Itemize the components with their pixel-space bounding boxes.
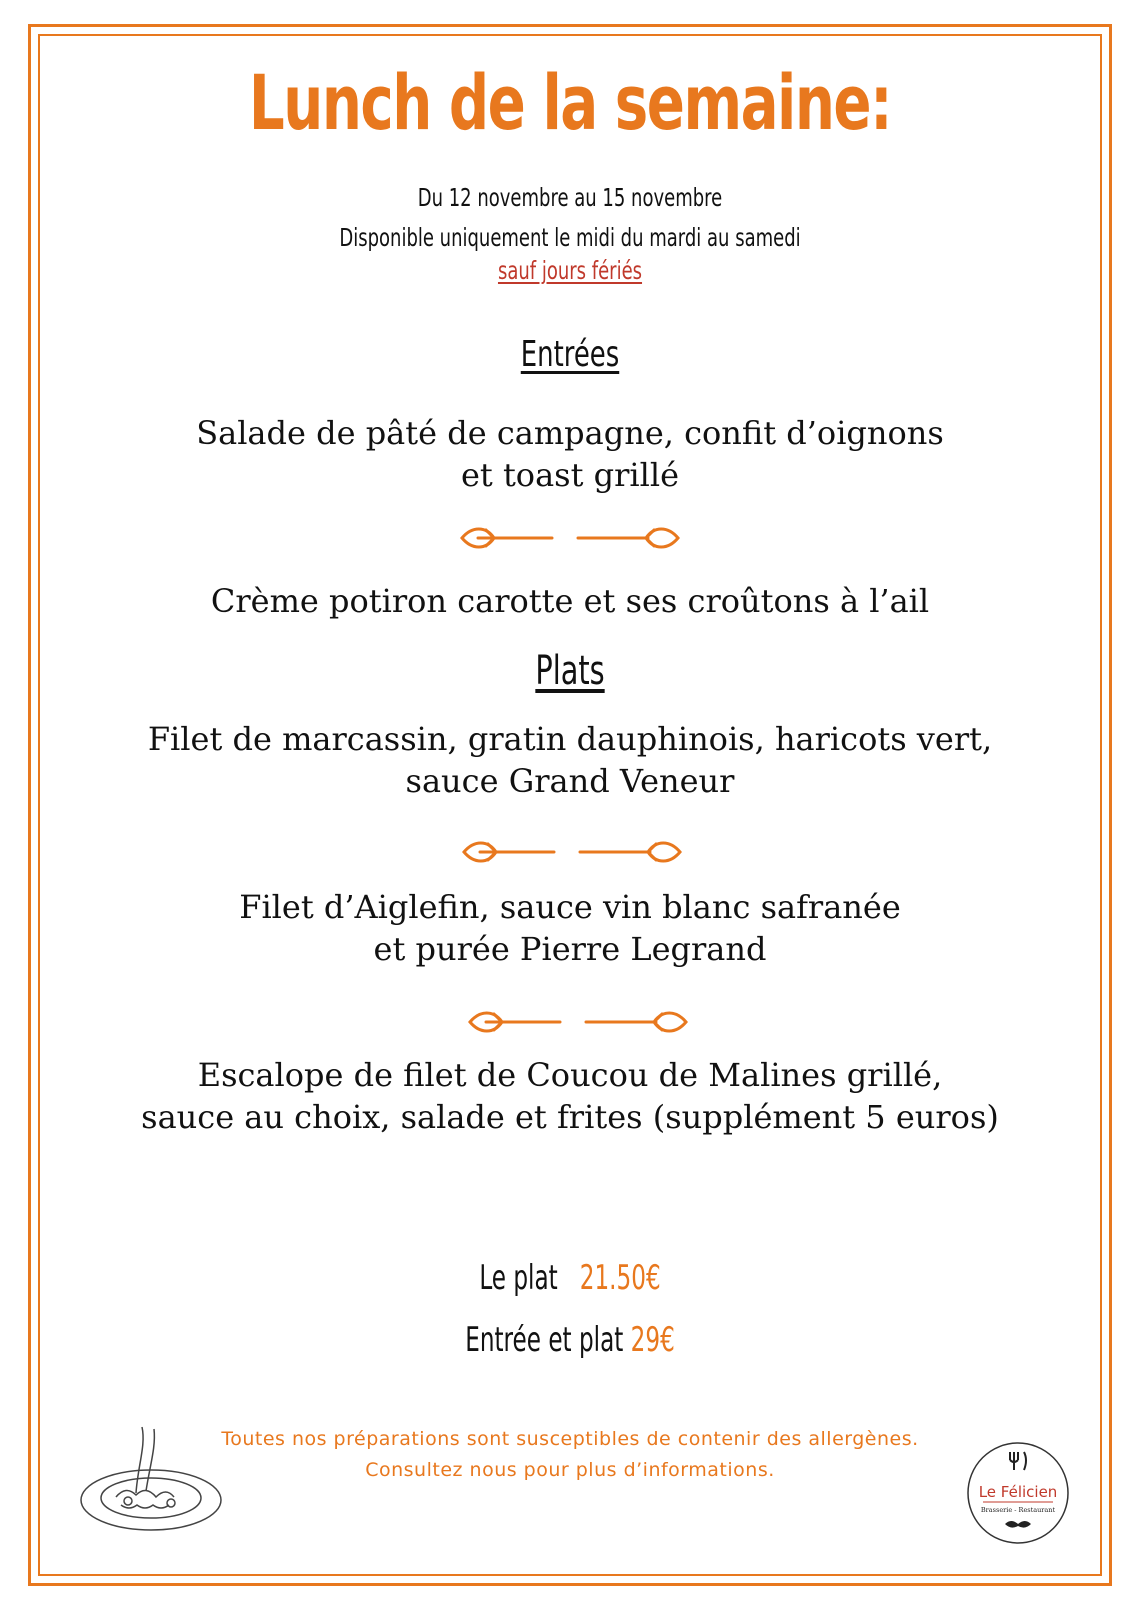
allergen-note — [170, 1424, 970, 1486]
menu-dates: Du 12 novembre au 15 novembre — [417, 183, 723, 212]
leaf-divider-2 — [0, 832, 1140, 872]
dish-plat-3-line2: sauce au choix, salade et frites (supplément 5 euros) — [141, 1098, 999, 1136]
price-plat-label: Le plat — [479, 1258, 558, 1298]
le-felicien-logo — [965, 1440, 1071, 1546]
logo-name: Le Félicien — [978, 1483, 1058, 1501]
price-combo — [182, 1320, 957, 1360]
dish-entree-1-line2: et toast grillé — [460, 456, 680, 494]
section-heading-entrees: Entrées — [520, 334, 620, 375]
dish-entree-1 — [0, 412, 1140, 496]
dish-plat-2 — [0, 886, 1140, 970]
leaf-divider-1 — [0, 518, 1140, 558]
dish-entree-1-line1: Salade de pâté de campagne, confit d’oignons — [196, 414, 944, 452]
allergen-note-line1: Toutes nos préparations sont susceptibles de contenir des allergènes. — [221, 1428, 919, 1450]
dish-plat-1-line1: Filet de marcassin, gratin dauphinois, haricots vert, — [147, 720, 993, 758]
dish-entree-2 — [0, 580, 1140, 622]
dish-plat-2-line2: et purée Pierre Legrand — [373, 930, 767, 968]
dish-plat-3-line1: Escalope de filet de Coucou de Malines grillé, — [197, 1056, 943, 1094]
price-combo-label: Entrée et plat — [465, 1320, 624, 1360]
price-plat-amount: 21.50€ — [579, 1258, 661, 1298]
dish-plat-3 — [0, 1054, 1140, 1138]
dish-plat-1-line2: sauce Grand Veneur — [405, 762, 735, 800]
price-plat — [182, 1258, 957, 1298]
section-heading-plats: Plats — [535, 648, 605, 694]
menu-exception: sauf jours fériés — [497, 256, 643, 285]
leaf-divider-3 — [0, 1002, 1140, 1042]
allergen-note-line2: Consultez nous pour plus d’informations. — [365, 1459, 775, 1481]
plate-illustration — [76, 1425, 226, 1535]
dish-plat-1 — [0, 718, 1140, 802]
logo-tagline: Brasserie - Restaurant — [980, 1506, 1056, 1514]
dish-plat-2-line1: Filet d’Aiglefin, sauce vin blanc safranée — [239, 888, 901, 926]
dish-entree-2-line1: Crème potiron carotte et ses croûtons à l’ail — [210, 582, 930, 620]
price-combo-amount: 29€ — [630, 1320, 675, 1360]
menu-title: Lunch de la semaine: — [248, 58, 892, 147]
menu-availability: Disponible uniquement le midi du mardi au samedi — [339, 223, 801, 252]
